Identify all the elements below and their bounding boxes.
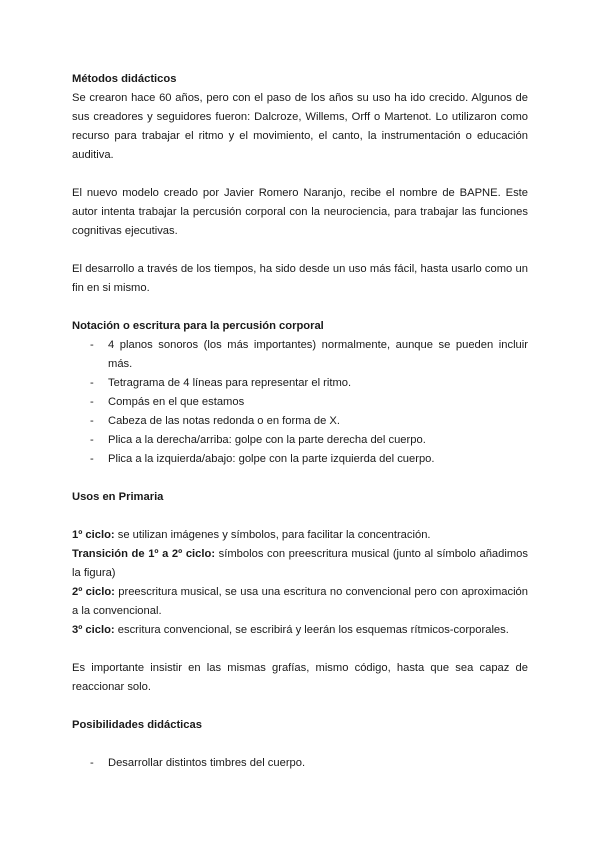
paragraph-usos-closing: Es importante insistir en las mismas grafías, mismo código, hasta que sea capaz de reaccionar solo. bbox=[72, 662, 528, 693]
list-item: - 4 planos sonoros (los más importantes) normalmente, aunque se pueden incluir más. bbox=[72, 336, 528, 374]
cycle-1: 1º ciclo: se utilizan imágenes y símbolos, para facilitar la concentración. bbox=[72, 529, 431, 541]
dash-bullet: - bbox=[90, 339, 94, 351]
heading-notacion: Notación o escritura para la percusión corporal bbox=[72, 320, 324, 332]
document-body bbox=[72, 70, 528, 773]
cycle-2: 2º ciclo: preescritura musical, se usa una escritura no convencional pero con aproximación a la convencional. bbox=[72, 586, 529, 617]
list-item: - Plica a la derecha/arriba: golpe con la parte derecha del cuerpo. bbox=[72, 431, 528, 450]
dash-bullet: - bbox=[90, 377, 94, 389]
list-item: - Plica a la izquierda/abajo: golpe con la parte izquierda del cuerpo. bbox=[72, 450, 528, 469]
heading-usos: Usos en Primaria bbox=[72, 491, 164, 503]
cycle-3: 3º ciclo: escritura convencional, se escribirá y leerán los esquemas rítmicos-corporales. bbox=[72, 624, 509, 636]
dash-bullet: - bbox=[90, 434, 94, 446]
list-item: - Compás en el que estamos bbox=[72, 393, 528, 412]
cycle-transition: Transición de 1º a 2º ciclo: símbolos con preescritura musical (junto al símbolo añadimos la figura) bbox=[72, 548, 528, 579]
list-notacion bbox=[72, 336, 528, 469]
heading-posibilidades: Posibilidades didácticas bbox=[72, 719, 202, 731]
paragraph-metodos-3: El desarrollo a través de los tiempos, ha sido desde un uso más fácil, hasta usarlo como un fin en si mismo. bbox=[72, 263, 528, 294]
dash-bullet: - bbox=[90, 396, 94, 408]
heading-metodos: Métodos didácticos bbox=[72, 73, 177, 85]
dash-bullet: - bbox=[90, 453, 94, 465]
list-item: - Desarrollar distintos timbres del cuerpo. bbox=[72, 754, 528, 773]
paragraph-metodos-1: Se crearon hace 60 años, pero con el paso de los años su uso ha ido crecido. Algunos de sus creadores y seguidores fueron: Dalcroze, Willems, Orff o Martenot. Lo utilizaron como recurso para trabajar el ritmo y el movimiento, el canto, la instrumentación o educación auditiva. bbox=[72, 92, 528, 161]
dash-bullet: - bbox=[90, 757, 94, 769]
list-item: - Tetragrama de 4 líneas para representar el ritmo. bbox=[72, 374, 528, 393]
list-posibilidades bbox=[72, 754, 528, 773]
list-item: - Cabeza de las notas redonda o en forma de X. bbox=[72, 412, 528, 431]
dash-bullet: - bbox=[90, 415, 94, 427]
paragraph-metodos-2: El nuevo modelo creado por Javier Romero Naranjo, recibe el nombre de BAPNE. Este autor intenta trabajar la percusión corporal con la neurociencia, para trabajar las funciones cognitivas ejecutivas. bbox=[72, 187, 528, 237]
